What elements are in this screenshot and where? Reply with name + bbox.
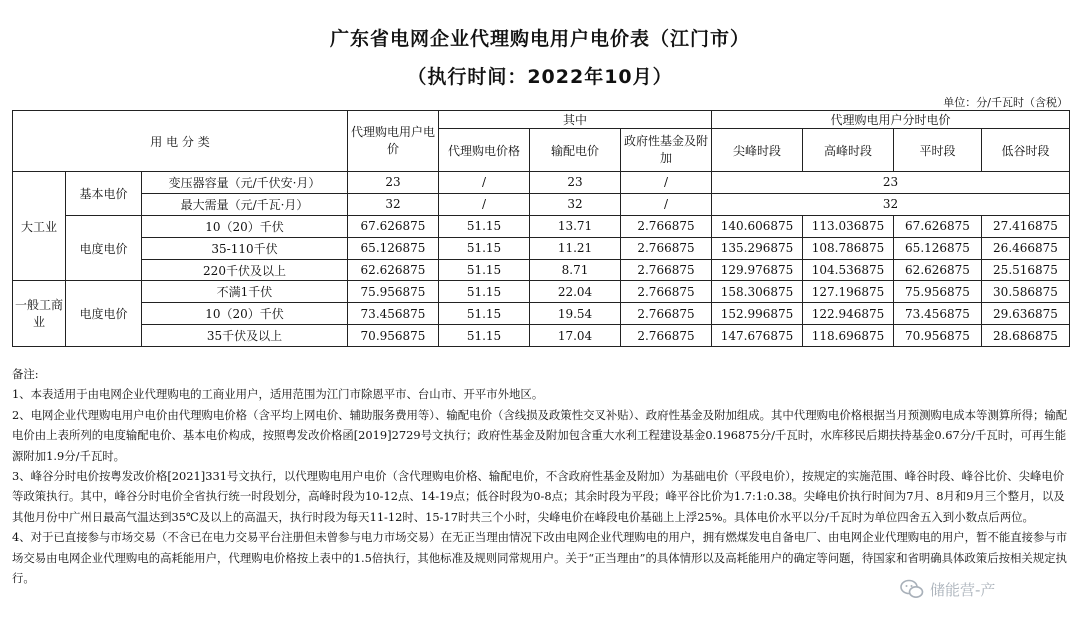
cell-trans: 11.21 <box>530 237 621 259</box>
watermark-text: 储能营-产 <box>930 580 996 599</box>
header-tou: 代理购电用户分时电价 <box>712 111 1070 129</box>
row-label: 变压器容量（元/千伏安·月） <box>142 172 348 194</box>
table-row <box>13 172 1070 194</box>
page-subtitle: （执行时间：2022年10月） <box>407 66 673 88</box>
table-row <box>13 259 1070 281</box>
cell-fund: 2.766875 <box>621 259 712 281</box>
cell-fund: 2.766875 <box>621 325 712 347</box>
header-transmission-price: 输配电价 <box>530 129 621 172</box>
cell-trans: 32 <box>530 193 621 215</box>
row-label: 35千伏及以上 <box>142 325 348 347</box>
cell-high: 122.946875 <box>803 303 894 325</box>
cell-purchase: 51.15 <box>439 237 530 259</box>
page-title: 广东省电网企业代理购电用户电价表（江门市） <box>329 28 750 50</box>
cell-purchase: 51.15 <box>439 259 530 281</box>
cell-agency: 62.626875 <box>348 259 439 281</box>
header-high: 高峰时段 <box>803 129 894 172</box>
cell-peak: 152.996875 <box>712 303 803 325</box>
cell-fund: 2.766875 <box>621 281 712 303</box>
note-3: 3、峰谷分时电价按粤发改价格[2021]331号文执行，以代理购电用户电价（含代理购电价格、输配电价，不含政府性基金及附加）为基础电价（平段电价），按规定的实施范围、峰谷时段、峰谷比价、尖峰电价等政策执行。其中，峰谷分时电价全省执行统一时段划分，高峰时段为10-12点、14-19点；低谷时段为0-8点；其余时段为平段；峰平谷比价为1.7:1:0.38。尖峰电价执行时间为7月、8月和9月三个整月，以及其他月份中广州日最高气温达到35℃及以上的高温天，执行时段为每天11-12时、15-17时共三个小时，尖峰电价在峰段电价基础上上浮25%。具体电价水平以分/千瓦时为单位四舍五入到小数点后两位。 <box>12 469 1065 524</box>
cell-valley: 27.416875 <box>982 215 1070 237</box>
cell-high: 118.696875 <box>803 325 894 347</box>
note-4: 4、对于已直接参与市场交易（不含已在电力交易平台注册但未曾参与电力市场交易）在无正当理由情况下改由电网企业代理购电的用户，拥有燃煤发电自备电厂、由电网企业代理购电的用户，暂不能直接参与市场交易由电网企业代理购电的高耗能用户，代理购电价格按上表中的1.5倍执行，其他标准及规则同常规用户。关于“正当理由”的具体情形以及高耗能用户的确定等问题，待国家和省明确具体政策后按相关规定执行。 <box>12 530 1068 586</box>
note-1: 1、本表适用于由电网企业代理购电的工商业用户，适用范围为江门市除恩平市、台山市、开平市外地区。 <box>12 387 544 402</box>
cell-purchase: / <box>439 193 530 215</box>
cell-purchase: 51.15 <box>439 281 530 303</box>
cell-high: 113.036875 <box>803 215 894 237</box>
table-row <box>13 193 1070 215</box>
row-label: 220千伏及以上 <box>142 259 348 281</box>
row-label: 10（20）千伏 <box>142 215 348 237</box>
cell-fund: 2.766875 <box>621 237 712 259</box>
cell-peak: 158.306875 <box>712 281 803 303</box>
row-label: 10（20）千伏 <box>142 303 348 325</box>
cell-peak: 140.606875 <box>712 215 803 237</box>
cell-flat: 73.456875 <box>894 303 982 325</box>
table-row <box>13 303 1070 325</box>
cell-flat: 75.956875 <box>894 281 982 303</box>
cell-agency: 65.126875 <box>348 237 439 259</box>
group-general-commerce: 一般工商业 <box>13 281 66 347</box>
cell-valley: 29.636875 <box>982 303 1070 325</box>
row-label: 最大需量（元/千瓦·月） <box>142 193 348 215</box>
group-energy-price: 电度电价 <box>66 215 142 281</box>
cell-agency: 70.956875 <box>348 325 439 347</box>
notes-section <box>12 364 1074 588</box>
cell-purchase: 51.15 <box>439 303 530 325</box>
cell-peak: 129.976875 <box>712 259 803 281</box>
tariff-table <box>12 110 1070 347</box>
cell-trans: 8.71 <box>530 259 621 281</box>
cell-tou: 32 <box>712 193 1070 215</box>
row-label: 35-110千伏 <box>142 237 348 259</box>
cell-fund: 2.766875 <box>621 303 712 325</box>
cell-peak: 135.296875 <box>712 237 803 259</box>
cell-purchase: 51.15 <box>439 215 530 237</box>
cell-high: 104.536875 <box>803 259 894 281</box>
cell-valley: 28.686875 <box>982 325 1070 347</box>
table-row <box>13 325 1070 347</box>
cell-agency: 75.956875 <box>348 281 439 303</box>
header-peak: 尖峰时段 <box>712 129 803 172</box>
header-category: 用 电 分 类 <box>13 111 348 172</box>
cell-fund: / <box>621 172 712 194</box>
cell-flat: 65.126875 <box>894 237 982 259</box>
table-row <box>13 237 1070 259</box>
note-2: 2、电网企业代理购电用户电价由代理购电价格（含平均上网电价、辅助服务费用等）、输配电价（含线损及政策性交叉补贴）、政府性基金及附加组成。其中代理购电价格根据当月预测购电成本等测算所得；输配电价由上表所列的电度输配电价、基本电价构成，按照粤发改价格函[2019]2729号文执行；政府性基金及附加包含重大水利工程建设基金0.196875分/千瓦时，水库移民后期扶持基金0.67分/千瓦时，可再生能源附加1.9分/千瓦时。 <box>12 407 1068 463</box>
cell-trans: 23 <box>530 172 621 194</box>
cell-purchase: / <box>439 172 530 194</box>
cell-flat: 62.626875 <box>894 259 982 281</box>
watermark <box>900 575 1050 603</box>
wechat-icon <box>900 578 924 600</box>
cell-agency: 32 <box>348 193 439 215</box>
header-flat: 平时段 <box>894 129 982 172</box>
cell-agency: 67.626875 <box>348 215 439 237</box>
header-agency-price: 代理购电用户电价 <box>348 111 439 172</box>
cell-valley: 25.516875 <box>982 259 1070 281</box>
table-row <box>13 281 1070 303</box>
header-valley: 低谷时段 <box>982 129 1070 172</box>
cell-agency: 23 <box>348 172 439 194</box>
cell-flat: 67.626875 <box>894 215 982 237</box>
cell-valley: 26.466875 <box>982 237 1070 259</box>
cell-valley: 30.586875 <box>982 281 1070 303</box>
cell-trans: 13.71 <box>530 215 621 237</box>
cell-peak: 147.676875 <box>712 325 803 347</box>
cell-purchase: 51.15 <box>439 325 530 347</box>
cell-flat: 70.956875 <box>894 325 982 347</box>
group-large-industry: 大工业 <box>13 172 66 281</box>
header-among: 其中 <box>439 111 712 129</box>
cell-trans: 17.04 <box>530 325 621 347</box>
cell-trans: 22.04 <box>530 281 621 303</box>
header-gov-fund: 政府性基金及附加 <box>621 129 712 172</box>
cell-fund: / <box>621 193 712 215</box>
header-agency-purchase-price: 代理购电价格 <box>439 129 530 172</box>
cell-agency: 73.456875 <box>348 303 439 325</box>
cell-tou: 23 <box>712 172 1070 194</box>
group-basic-price: 基本电价 <box>66 172 142 216</box>
cell-high: 108.786875 <box>803 237 894 259</box>
cell-high: 127.196875 <box>803 281 894 303</box>
unit-note: 单位：分/千瓦时（含税） <box>943 96 1068 109</box>
cell-trans: 19.54 <box>530 303 621 325</box>
cell-fund: 2.766875 <box>621 215 712 237</box>
notes-heading: 备注: <box>12 367 39 381</box>
table-row <box>13 215 1070 237</box>
group-energy-price: 电度电价 <box>66 281 142 347</box>
row-label: 不满1千伏 <box>142 281 348 303</box>
